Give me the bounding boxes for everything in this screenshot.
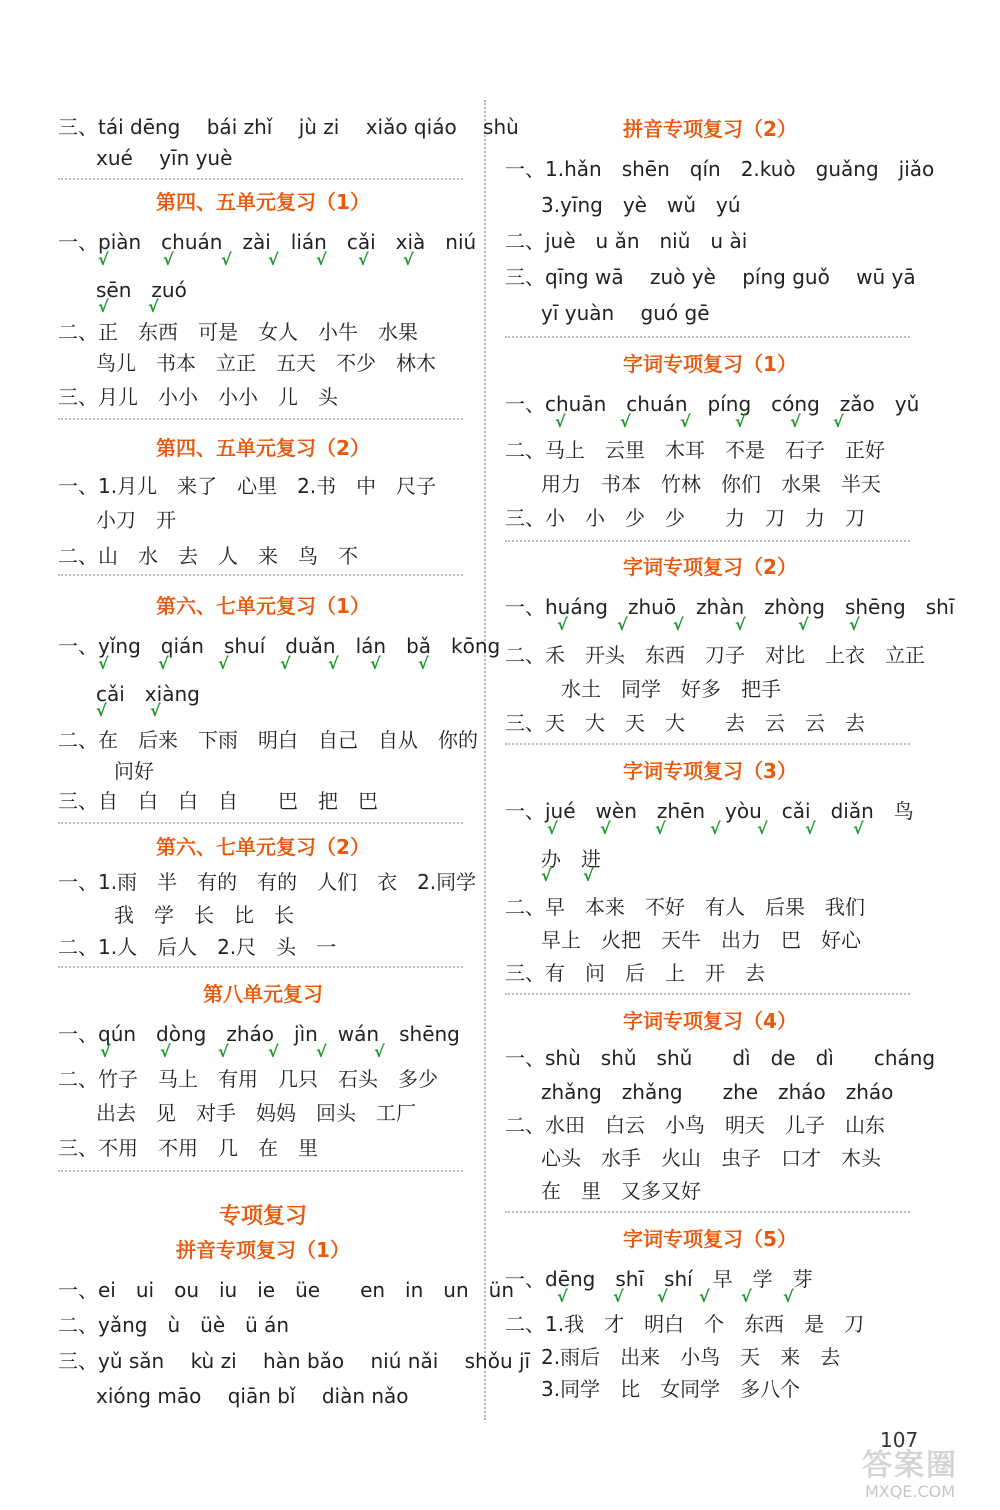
check-mark: √ — [96, 701, 107, 720]
check-mark: √ — [98, 654, 109, 673]
answer-line: cǎi xiàng — [96, 682, 200, 706]
answer-line: 一、ei ui ou iu ie üe en in un ün — [58, 1278, 514, 1302]
check-mark: √ — [555, 412, 566, 431]
check-mark: √ — [328, 654, 339, 673]
answer-line: 三、自 白 白 自 巴 把 巴 — [58, 789, 378, 813]
answer-line: 一、chuān chuán píng cóng zǎo yǔ — [505, 392, 920, 416]
section-divider — [505, 993, 910, 995]
answer-line: 二、水田 白云 小鸟 明天 儿子 山东 — [505, 1113, 885, 1137]
answer-line: 鸟儿 书本 立正 五天 不少 林木 — [96, 351, 436, 375]
section-divider — [505, 1211, 910, 1213]
section-heading: 拼音专项复习（1） — [176, 1238, 350, 1262]
answer-line: 三、tái dēng bái zhǐ jù zi xiǎo qiáo shù — [58, 115, 519, 139]
check-mark: √ — [655, 819, 666, 838]
check-mark: √ — [680, 412, 691, 431]
answer-line: 3.yīng yè wǔ yú — [541, 193, 741, 217]
section-divider — [58, 574, 463, 576]
section-heading: 字词专项复习（3） — [623, 759, 797, 783]
answer-line: 三、yǔ sǎn kù zi hàn bǎo niú nǎi shǒu jī — [58, 1349, 531, 1373]
section-divider — [58, 178, 463, 180]
check-mark: √ — [163, 250, 174, 269]
answer-line: xióng māo qiān bǐ diàn nǎo — [96, 1384, 409, 1408]
check-mark: √ — [557, 1287, 568, 1306]
check-mark: √ — [617, 615, 628, 634]
answer-line: 办 进 — [541, 847, 601, 871]
answer-line: 一、yǐng qián shuí duǎn lán bǎ kōng — [58, 634, 501, 658]
answer-line: 三、天 大 天 大 去 云 云 去 — [505, 711, 865, 735]
answer-line: 问好 — [114, 759, 154, 783]
check-mark: √ — [158, 654, 169, 673]
answer-line: 二、禾 开头 东西 刀子 对比 上衣 立正 — [505, 643, 925, 667]
section-heading: 第六、七单元复习（2） — [156, 835, 370, 859]
answer-line: 一、qún dòng zháo jìn wán shēng — [58, 1022, 460, 1046]
section-heading: 字词专项复习（2） — [623, 555, 797, 579]
section-divider — [58, 822, 463, 824]
check-mark: √ — [160, 1042, 171, 1061]
check-mark: √ — [98, 250, 109, 269]
answer-line: yī yuàn guó gē — [541, 301, 710, 325]
section-heading: 第六、七单元复习（1） — [156, 594, 370, 618]
section-divider — [58, 966, 463, 968]
answer-line: 小刀 开 — [96, 508, 176, 532]
check-mark: √ — [735, 412, 746, 431]
answer-line: 一、1.雨 半 有的 有的 人们 衣 2.同学 — [58, 870, 477, 894]
answer-line: 二、在 后来 下雨 明白 自己 自从 你的 — [58, 728, 478, 752]
check-mark: √ — [150, 701, 161, 720]
check-mark: √ — [805, 819, 816, 838]
check-mark: √ — [374, 1042, 385, 1061]
check-mark: √ — [600, 819, 611, 838]
section-heading: 拼音专项复习（2） — [623, 117, 797, 141]
check-mark: √ — [148, 297, 159, 316]
answer-line: 心头 水手 火山 虫子 口才 木头 — [541, 1146, 881, 1170]
answer-line: 三、有 问 后 上 开 去 — [505, 961, 765, 985]
check-mark: √ — [620, 412, 631, 431]
answer-line: 一、1.hǎn shēn qín 2.kuò guǎng jiǎo — [505, 157, 935, 181]
answer-line: 二、正 东西 可是 女人 小牛 水果 — [58, 320, 418, 344]
check-mark: √ — [613, 1287, 624, 1306]
check-mark: √ — [741, 1287, 752, 1306]
check-mark: √ — [403, 250, 414, 269]
answer-line: zhǎng zhǎng zhe zháo zháo — [541, 1080, 894, 1104]
check-mark: √ — [98, 297, 109, 316]
answer-line: 一、jué wèn zhēn yòu cǎi diǎn 鸟 — [505, 799, 914, 823]
check-mark: √ — [541, 866, 552, 885]
check-mark: √ — [280, 654, 291, 673]
answer-line: 三、不用 不用 几 在 里 — [58, 1136, 318, 1160]
answer-line: 水土 同学 好多 把手 — [561, 677, 781, 701]
answer-line: 2.雨后 出来 小鸟 天 来 去 — [541, 1345, 841, 1369]
answer-line: 二、马上 云里 木耳 不是 石子 正好 — [505, 438, 885, 462]
answer-line: 一、huáng zhuō zhàn zhòng shēng shī — [505, 595, 955, 619]
check-mark: √ — [221, 250, 232, 269]
check-mark: √ — [557, 615, 568, 634]
section-heading: 字词专项复习（1） — [623, 352, 797, 376]
answer-line: 二、竹子 马上 有用 几只 石头 多少 — [58, 1067, 438, 1091]
check-mark: √ — [735, 615, 746, 634]
page-number: 107 — [880, 1428, 919, 1452]
section-heading: 第四、五单元复习（1） — [156, 190, 370, 214]
answer-line: 我 学 长 比 长 — [114, 903, 294, 927]
check-mark: √ — [268, 250, 279, 269]
check-mark: √ — [547, 819, 558, 838]
check-mark: √ — [370, 654, 381, 673]
check-mark: √ — [657, 1287, 668, 1306]
answer-line: 二、早 本来 不好 有人 后果 我们 — [505, 895, 865, 919]
check-mark: √ — [699, 1287, 710, 1306]
answer-line: 一、shù shǔ shǔ dì de dì cháng — [505, 1046, 936, 1070]
check-mark: √ — [418, 654, 429, 673]
answer-line: 早上 火把 天牛 出力 巴 好心 — [541, 928, 861, 952]
check-mark: √ — [218, 654, 229, 673]
answer-line: 在 里 又多又好 — [541, 1179, 701, 1203]
answer-line: 三、小 小 少 少 力 刀 力 刀 — [505, 506, 865, 530]
answer-line: 二、1.人 后人 2.尺 头 一 — [58, 935, 337, 959]
answer-line: 3.同学 比 女同学 多八个 — [541, 1377, 801, 1401]
watermark-url: MXQE.COM — [864, 1482, 956, 1501]
answer-line: 三、月儿 小小 小小 儿 头 — [58, 385, 338, 409]
answer-line: 一、1.月儿 来了 心里 2.书 中 尺子 — [58, 474, 437, 498]
column-divider — [484, 100, 486, 1420]
section-divider — [58, 418, 463, 420]
answer-line: xué yīn yuè — [96, 146, 233, 170]
answer-line: 二、juè u ǎn niǔ u ài — [505, 229, 748, 253]
check-mark: √ — [316, 250, 327, 269]
check-mark: √ — [798, 615, 809, 634]
check-mark: √ — [757, 819, 768, 838]
section-heading: 第四、五单元复习（2） — [156, 436, 370, 460]
check-mark: √ — [673, 615, 684, 634]
check-mark: √ — [853, 819, 864, 838]
watermark-logo-text: 答案圈 — [862, 1448, 958, 1483]
check-mark: √ — [710, 819, 721, 838]
check-mark: √ — [583, 866, 594, 885]
check-mark: √ — [833, 412, 844, 431]
section-divider — [505, 336, 910, 338]
section-heading: 字词专项复习（4） — [623, 1009, 797, 1033]
check-mark: √ — [218, 1042, 229, 1061]
answer-line: 二、yǎng ù üè ü án — [58, 1313, 290, 1337]
section-heading: 专项复习 — [218, 1204, 307, 1229]
answer-line: sēn zuó — [96, 278, 187, 302]
check-mark: √ — [790, 412, 801, 431]
answer-line: 二、山 水 去 人 来 鸟 不 — [58, 544, 358, 568]
answer-line: 一、dēng shī shí 早 学 芽 — [505, 1267, 813, 1291]
answer-line: 出去 见 对手 妈妈 回头 工厂 — [96, 1101, 416, 1125]
watermark — [830, 1450, 990, 1506]
answer-line: 二、1.我 才 明白 个 东西 是 刀 — [505, 1312, 865, 1336]
check-mark: √ — [268, 1042, 279, 1061]
check-mark: √ — [100, 1042, 111, 1061]
answer-line: 一、piàn chuán zài lián cǎi xià niú — [58, 230, 477, 254]
check-mark: √ — [316, 1042, 327, 1061]
answer-line: 用力 书本 竹林 你们 水果 半天 — [541, 472, 881, 496]
check-mark: √ — [358, 250, 369, 269]
section-divider — [58, 1170, 463, 1172]
section-heading: 第八单元复习 — [203, 982, 323, 1006]
answer-line: 三、qīng wā zuò yè píng guǒ wū yā — [505, 265, 916, 289]
section-divider — [505, 743, 910, 745]
section-heading: 字词专项复习（5） — [623, 1227, 797, 1251]
check-mark: √ — [783, 1287, 794, 1306]
section-divider — [505, 540, 910, 542]
check-mark: √ — [849, 615, 860, 634]
